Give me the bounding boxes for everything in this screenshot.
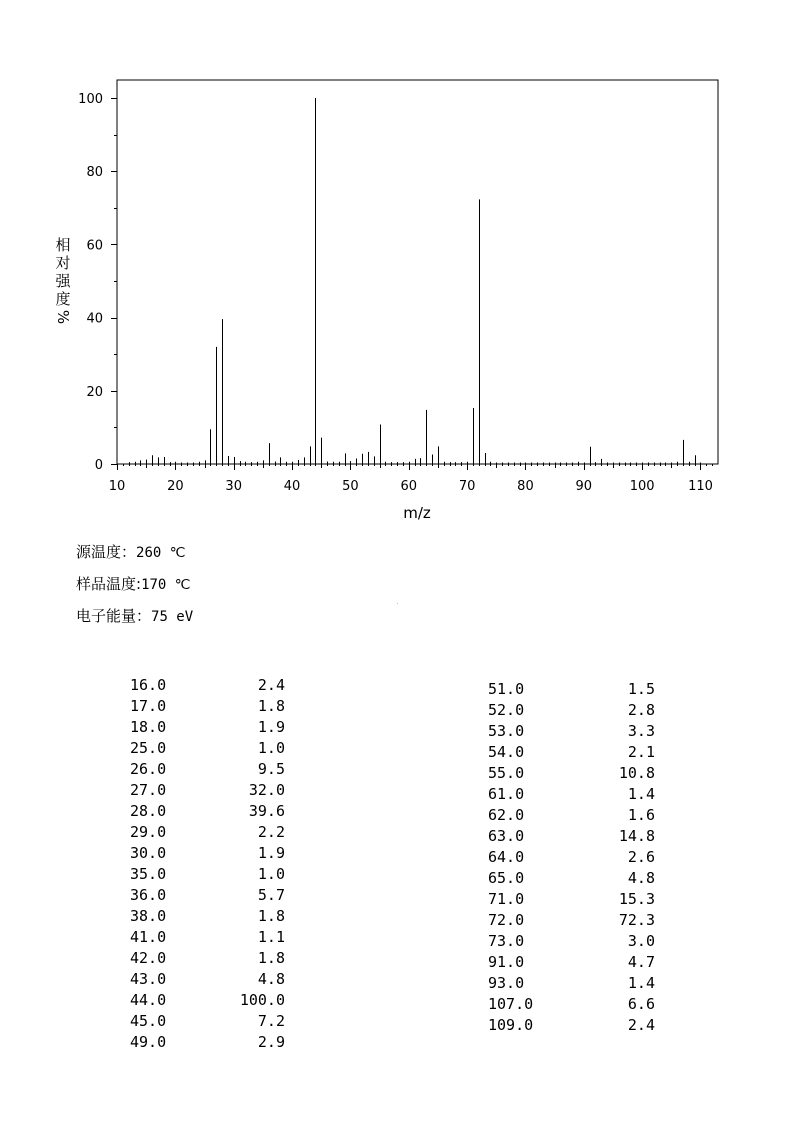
electron-energy-label: 电子能量： [76,607,152,625]
peak-mz: 51.0 [488,680,525,698]
peak-mz: 61.0 [488,785,525,803]
peak-intensity: 2.1 [627,743,655,761]
electron-energy [76,605,193,626]
y-axis-label-text: 相对强度 [55,236,71,308]
peak-mz: 64.0 [488,848,525,866]
table-row [130,780,285,801]
peak-intensity: 1.8 [257,949,285,967]
peak-mz: 17.0 [130,697,167,715]
table-row [488,742,655,763]
plot-frame [117,80,718,464]
table-row [130,717,285,738]
source-temperature [76,541,185,562]
y-tick-label: 40 [86,311,103,327]
peak-intensity: 2.9 [257,1033,285,1051]
x-tick-label: 100 [629,479,655,494]
x-tick-label: 40 [283,479,301,494]
peak-intensity: 10.8 [618,764,655,782]
x-tick-label: 90 [575,479,593,494]
peak-intensity: 14.8 [618,827,655,845]
peak-intensity: 3.0 [627,932,655,950]
x-tick-label: 70 [458,479,476,494]
peak-intensity: 1.0 [257,739,285,757]
peak-mz: 53.0 [488,722,525,740]
x-axis-label: m/z [403,504,431,522]
peak-mz: 91.0 [488,953,525,971]
peak-intensity: 72.3 [618,911,655,929]
table-row [130,990,285,1011]
peak-intensity: 2.6 [627,848,655,866]
peak-bars [130,98,701,464]
peak-mz: 36.0 [130,886,167,904]
peak-mz: 18.0 [130,718,167,736]
peak-intensity: 1.9 [257,844,285,862]
y-tick-label: 100 [78,92,103,107]
source-temperature-label: 源温度： [76,543,137,561]
peak-intensity: 15.3 [618,890,655,908]
mass-spectrum-chart [0,0,794,530]
peak-intensity: 2.8 [627,701,655,719]
electron-energy-value: 75 eV [151,609,194,625]
peak-intensity: 39.6 [248,802,285,820]
peak-mz: 107.0 [488,995,534,1013]
peak-intensity: 1.0 [257,865,285,883]
peak-intensity: 2.2 [257,823,285,841]
table-row [130,675,285,696]
peak-mz: 49.0 [130,1033,167,1051]
peak-intensity: 6.6 [627,995,655,1013]
peak-intensity: 1.6 [627,806,655,824]
sample-temperature-label: 样品温度: [76,575,142,593]
peak-intensity: 4.8 [257,970,285,988]
peak-mz: 42.0 [130,949,167,967]
peak-mz: 16.0 [130,676,167,694]
table-row [130,864,285,885]
peak-mz: 63.0 [488,827,525,845]
stray-dot [397,603,398,604]
y-tick-label: 80 [86,165,103,181]
y-axis [78,92,117,473]
y-tick-label: 20 [86,384,103,400]
peak-mz: 27.0 [130,781,167,799]
peak-mz: 44.0 [130,991,167,1009]
peak-intensity: 1.8 [257,907,285,925]
y-tick-label: 60 [86,238,103,254]
table-row [130,801,285,822]
x-tick-label: 30 [225,479,242,494]
peak-mz: 72.0 [488,911,525,929]
peak-intensity: 2.4 [627,1016,655,1034]
table-row [130,906,285,927]
peak-intensity: 9.5 [257,760,285,778]
peak-intensity: 4.7 [627,953,655,971]
peak-mz: 109.0 [488,1016,534,1034]
table-row [130,1032,285,1053]
table-row [488,763,655,784]
table-row [488,826,655,847]
x-tick-label: 10 [108,479,126,494]
peak-mz: 52.0 [488,701,525,719]
peak-mz: 71.0 [488,890,525,908]
peak-mz: 28.0 [130,802,167,820]
peak-intensity: 32.0 [248,781,285,799]
peak-mz: 43.0 [130,970,167,988]
table-row [488,931,655,952]
table-row [130,696,285,717]
peak-intensity: 100.0 [239,991,285,1009]
x-tick-label: 50 [342,479,359,494]
x-axis [109,464,713,494]
table-row [488,847,655,868]
table-row [488,700,655,721]
peak-intensity: 2.4 [257,676,285,694]
peak-mz: 30.0 [130,844,167,862]
table-row [488,910,655,931]
table-row [130,927,285,948]
table-row [130,738,285,759]
table-row [130,969,285,990]
table-row [488,805,655,826]
peak-intensity: 3.3 [627,722,655,740]
peak-mz: 29.0 [130,823,167,841]
peak-table-right [488,679,655,1036]
peak-mz: 35.0 [130,865,167,883]
peak-intensity: 4.8 [627,869,655,887]
table-row [488,973,655,994]
x-tick-label: 20 [167,479,184,494]
table-row [488,889,655,910]
y-tick-label: 0 [94,458,103,473]
peak-mz: 38.0 [130,907,167,925]
peak-intensity: 5.7 [257,886,285,904]
sample-temperature-value: 170 ℃ [141,577,191,593]
table-row [130,948,285,969]
peak-intensity: 1.4 [627,974,655,992]
table-row [488,679,655,700]
sample-temperature [76,573,191,594]
x-tick-label: 60 [400,479,418,494]
peak-mz: 65.0 [488,869,525,887]
peak-table-left [130,675,285,1053]
table-row [130,885,285,906]
table-row [130,759,285,780]
peak-mz: 62.0 [488,806,525,824]
table-row [130,822,285,843]
peak-mz: 26.0 [130,760,167,778]
peak-mz: 55.0 [488,764,525,782]
peak-mz: 73.0 [488,932,525,950]
peak-mz: 93.0 [488,974,525,992]
table-row [130,1011,285,1032]
table-row [488,994,655,1015]
y-axis-unit: % [54,309,72,325]
y-axis-label [52,236,74,326]
source-temperature-value: 260 ℃ [136,545,186,561]
table-row [488,1015,655,1036]
x-tick-label: 80 [517,479,534,494]
x-tick-label: 110 [688,479,713,494]
peak-intensity: 1.9 [257,718,285,736]
peak-mz: 45.0 [130,1012,167,1030]
peak-intensity: 7.2 [257,1012,285,1030]
peak-mz: 54.0 [488,743,525,761]
peak-mz: 41.0 [130,928,167,946]
table-row [488,721,655,742]
table-row [130,843,285,864]
peak-intensity: 1.1 [257,928,285,946]
table-row [488,868,655,889]
peak-mz: 25.0 [130,739,167,757]
table-row [488,784,655,805]
peak-intensity: 1.8 [257,697,285,715]
peak-intensity: 1.4 [627,785,655,803]
peak-intensity: 1.5 [627,680,655,698]
table-row [488,952,655,973]
